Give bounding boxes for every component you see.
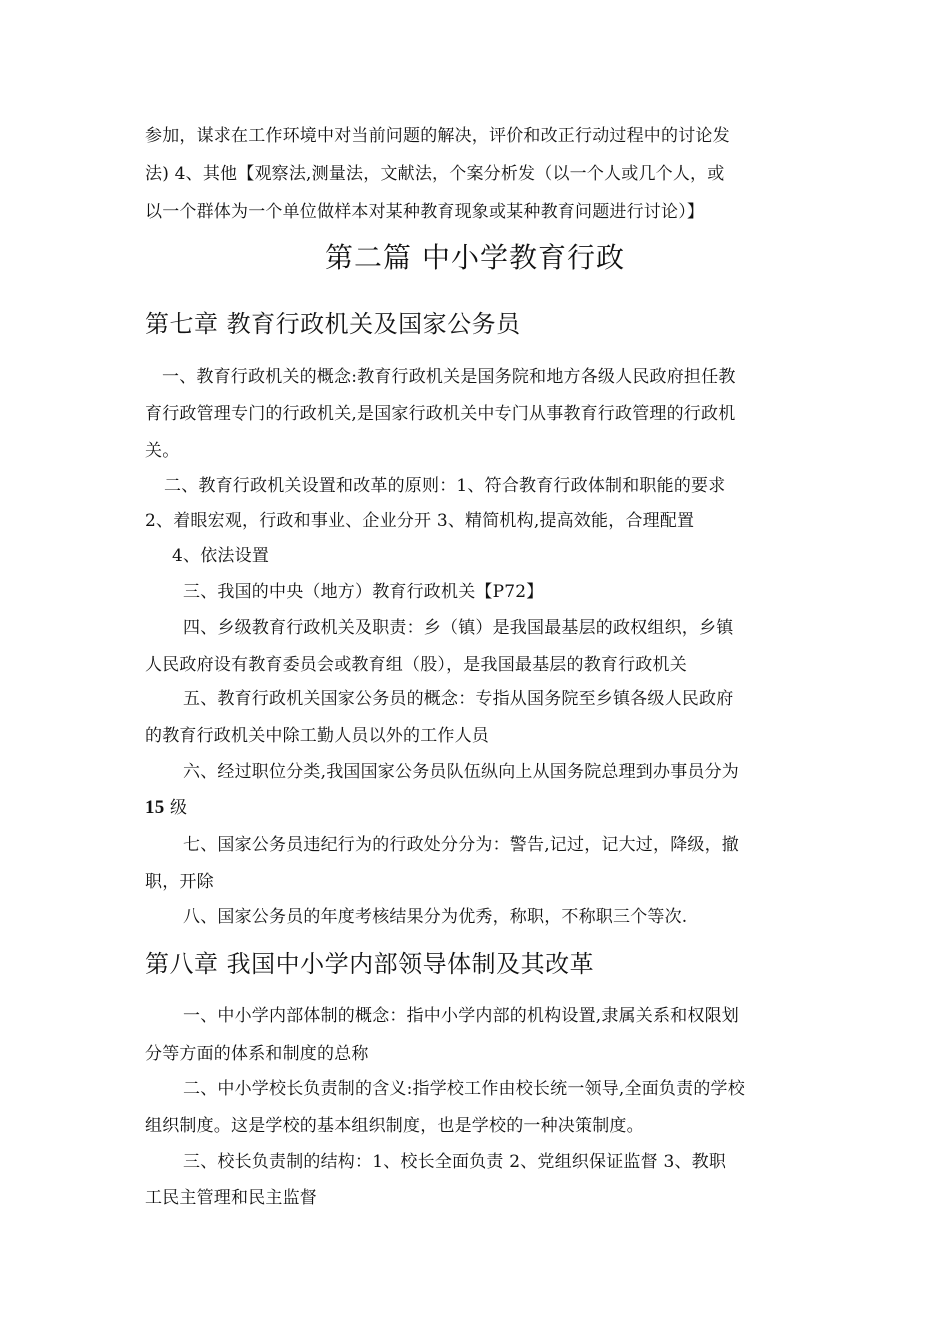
ch7-p6-line-1: 六、经过职位分类,我国国家公务员队伍纵向上从国务院总理到办事员分为 bbox=[183, 762, 740, 782]
ch7-p3-line-1: 三、我国的中央（地方）教育行政机关【P72】 bbox=[183, 582, 544, 602]
intro-line-2: 法) 4、其他【观察法,测量法，文献法，个案分析发（以一个人或几个人，或 bbox=[145, 164, 725, 184]
ch8-p1-line-1: 一、中小学内部体制的概念：指中小学内部的机构设置,隶属关系和权限划 bbox=[183, 1006, 740, 1026]
ch7-p5-line-1: 五、教育行政机关国家公务员的概念：专指从国务院至乡镇各级人民政府 bbox=[183, 689, 734, 709]
intro-line-1: 参加，谋求在工作环境中对当前问题的解决，评价和改正行动过程中的讨论发 bbox=[145, 126, 730, 146]
ch7-p8-line-1: 八、国家公务员的年度考核结果分为优秀，称职，不称职三个等次. bbox=[183, 907, 688, 927]
ch7-p4-line-1: 四、乡级教育行政机关及职责：乡（镇）是我国最基层的政权组织，乡镇 bbox=[183, 618, 734, 638]
ch7-p1-line-1: 一、教育行政机关的概念:教育行政机关是国务院和地方各级人民政府担任教 bbox=[162, 367, 736, 387]
ch8-p2-line-1: 二、中小学校长负责制的含义:指学校工作由校长统一领导,全面负责的学校 bbox=[183, 1079, 745, 1099]
intro-line-3: 以一个群体为一个单位做样本对某种教育现象或某种教育问题进行讨论）】 bbox=[145, 202, 705, 222]
grade-count: 15 bbox=[145, 797, 165, 818]
ch7-p2-line-2: 2、着眼宏观，行政和事业、企业分开 3、精简机构,提高效能，合理配置 bbox=[145, 511, 695, 531]
ch8-p2-line-2: 组织制度。这是学校的基本组织制度，也是学校的一种决策制度。 bbox=[145, 1116, 644, 1136]
ch7-p1-line-3: 关。 bbox=[145, 441, 180, 461]
chapter-8-heading: 第八章 我国中小学内部领导体制及其改革 bbox=[145, 950, 595, 978]
ch7-p2-line-3: 4、依法设置 bbox=[172, 546, 270, 566]
ch8-p3-line-2: 工民主管理和民主监督 bbox=[145, 1188, 317, 1208]
ch7-p1-line-2: 育行政管理专门的行政机关,是国家行政机关中专门从事教育行政管理的行政机 bbox=[145, 404, 736, 424]
part-title: 第二篇 中小学教育行政 bbox=[325, 241, 625, 274]
ch7-p2-line-1: 二、教育行政机关设置和改革的原则：1、符合教育行政体制和职能的要求 bbox=[164, 476, 726, 496]
chapter-7-heading: 第七章 教育行政机关及国家公务员 bbox=[145, 310, 521, 338]
ch7-p4-line-2: 人民政府设有教育委员会或教育组（股），是我国最基层的教育行政机关 bbox=[145, 655, 687, 675]
ch7-p6-line-2 bbox=[145, 796, 187, 820]
ch8-p1-line-2: 分等方面的体系和制度的总称 bbox=[145, 1044, 369, 1064]
ch7-p5-line-2: 的教育行政机关中除工勤人员以外的工作人员 bbox=[145, 726, 489, 746]
ch7-p7-line-1: 七、国家公务员违纪行为的行政处分分为：警告,记过，记大过，降级，撤 bbox=[183, 835, 740, 855]
ch8-p3-line-1: 三、校长负责制的结构：1、校长全面负责 2、党组织保证监督 3、教职 bbox=[183, 1152, 727, 1172]
ch7-p7-line-2: 职，开除 bbox=[145, 872, 214, 892]
grade-unit: 级 bbox=[164, 798, 188, 818]
